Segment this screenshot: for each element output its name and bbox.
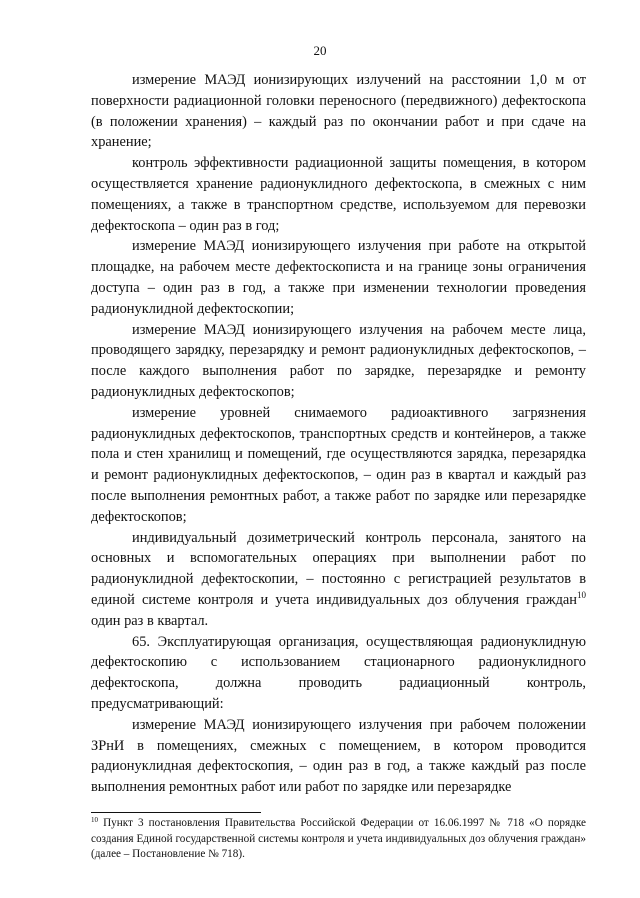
footnote	[91, 816, 586, 863]
body-text	[91, 70, 586, 798]
footnote-text: Пункт 3 постановления Правительства Российской Федерации от 16.06.1997 № 718 «О порядке создания Единой государственной системы контроля и учета индивидуальных доз облучения граждан» (далее – Постановление № 718).	[91, 817, 586, 860]
paragraph-dose-rate-radiation-head: измерение МАЭД ионизирующих излучений на расстоянии 1,0 м от поверхности радиационной головки переносного (передвижного) дефектоскопа (в положении хранения) – каждый раз по окончании работ и при сдаче на хранение;	[91, 72, 586, 151]
footnote-divider	[91, 812, 261, 813]
paragraph-stationary-measurement: измерение МАЭД ионизирующего излучения при рабочем положении ЗРнИ в помещениях, смежных с помещением, в котором проводится радионуклидная дефектоскопия, – один раз в год, а также каждый раз после выполнения ремонтных работ или работ по зарядке или перезарядке	[91, 716, 586, 796]
paragraph-clause-65: 65. Эксплуатирующая организация, осуществляющая радионуклидную дефектоскопию с использованием стационарного радионуклидного дефектоскопа, должна проводить радиационный контроль, предусматривающий:	[91, 633, 586, 712]
page-number: 20	[313, 43, 327, 58]
paragraph-storage-protection-control: контроль эффективности радиационной защиты помещения, в котором осуществляется хранение радионуклидного дефектоскопа, в смежных с ним помещениях, а также в транспортном средстве, используемом для перевозки дефектоскопа – один раз в год;	[91, 155, 586, 234]
footnote-reference: 10	[577, 589, 586, 600]
paragraph-individual-dosimetry-tail: один раз в квартал.	[91, 612, 209, 629]
paragraph-charging-workplace-measurement: измерение МАЭД ионизирующего излучения на рабочем месте лица, проводящего зарядку, перезарядку и ремонт радионуклидных дефектоскопов, – после каждого выполнения работ по зарядке, перезарядке и ремонту радионуклидных дефектоскопов;	[91, 321, 586, 400]
paragraph-contamination-measurement: измерение уровней снимаемого радиоактивного загрязнения радионуклидных дефектоскопов, транспортных средств и контейнеров, а также пола и стен хранилищ и помещений, где осуществляются зарядка, перезарядка и ремонт радионуклидных дефектоскопов, – один раз в квартал и каждый раз после выполнения ремонтных работ, а также работ по зарядке или перезарядке дефектоскопов;	[91, 404, 586, 525]
paragraph-individual-dosimetry	[91, 528, 586, 632]
footnote-mark: 10	[91, 816, 98, 824]
paragraph-individual-dosimetry-text: индивидуальный дозиметрический контроль персонала, занятого на основных и вспомогательных операциях при выполнении работ по радионуклидной дефектоскопии, – постоянно с регистрацией результатов в единой системе контроля и учета индивидуальных доз облучения граждан	[91, 529, 586, 608]
paragraph-open-site-measurement: измерение МАЭД ионизирующего излучения при работе на открытой площадке, на рабочем месте дефектоскописта и на границе зоны ограничения доступа – один раз в год, а также при изменении технологии проведения радионуклидной дефектоскопии;	[91, 238, 586, 317]
